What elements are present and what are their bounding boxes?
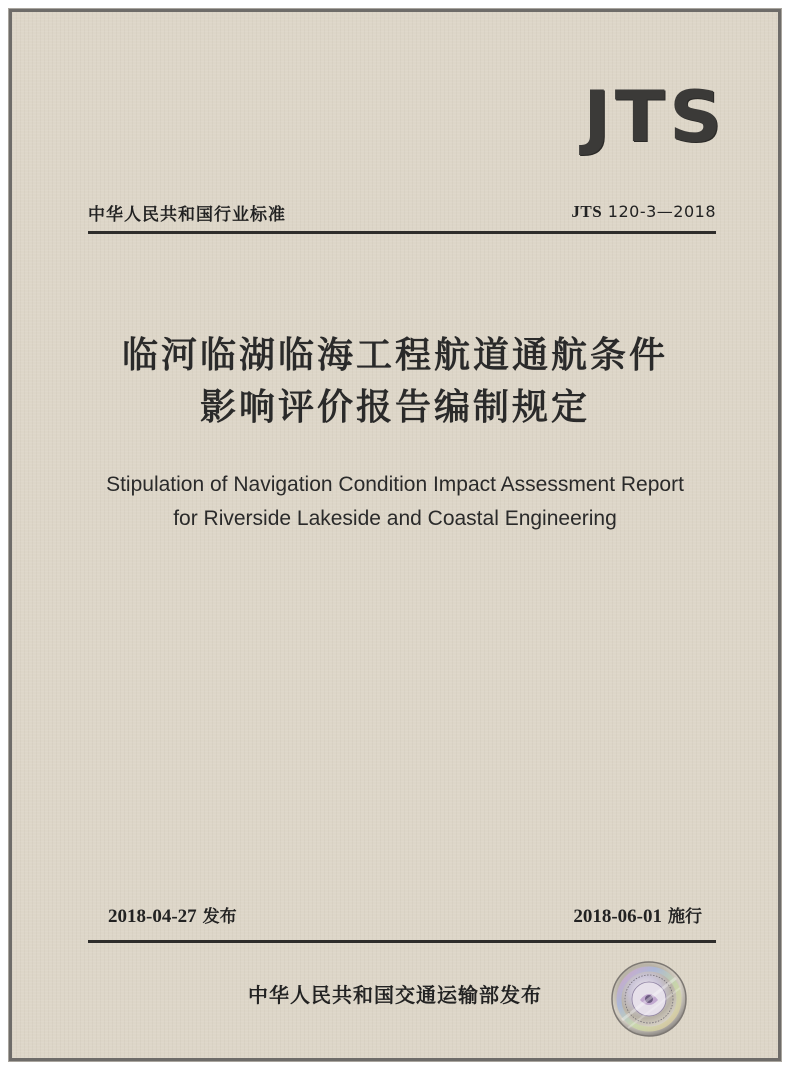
standard-code-number: 120-3—2018	[607, 202, 716, 221]
date-row	[108, 902, 702, 928]
title-chinese-line-2: 影响评价报告编制规定	[199, 387, 590, 428]
footer-divider	[88, 940, 716, 943]
issue-date-label: 发布	[202, 907, 237, 927]
effective-date-label: 施行	[668, 907, 702, 927]
issue-date-value: 2018-04-27	[108, 906, 197, 927]
effective-date-value: 2018-06-01	[573, 906, 662, 927]
title-chinese	[12, 330, 778, 434]
effective-date	[573, 902, 702, 928]
title-english-line-2: for Riverside Lakeside and Coastal Engineering	[173, 507, 617, 530]
anti-counterfeit-hologram-seal-icon	[610, 960, 688, 1038]
standard-code	[571, 202, 716, 222]
standard-code-prefix: JTS	[571, 202, 603, 221]
issue-date	[108, 902, 237, 928]
cover-header	[88, 198, 716, 226]
header-divider	[88, 231, 716, 234]
jts-logo: JTS	[582, 76, 726, 158]
standard-cover	[9, 9, 781, 1061]
title-english	[12, 468, 778, 536]
standard-category: 中华人民共和国行业标准	[88, 204, 286, 225]
publisher: 中华人民共和国交通运输部发布	[248, 983, 542, 1007]
title-chinese-line-1: 临河临湖临海工程航道通航条件	[121, 335, 668, 376]
title-english-line-1: Stipulation of Navigation Condition Impact Assessment Report	[106, 473, 684, 496]
